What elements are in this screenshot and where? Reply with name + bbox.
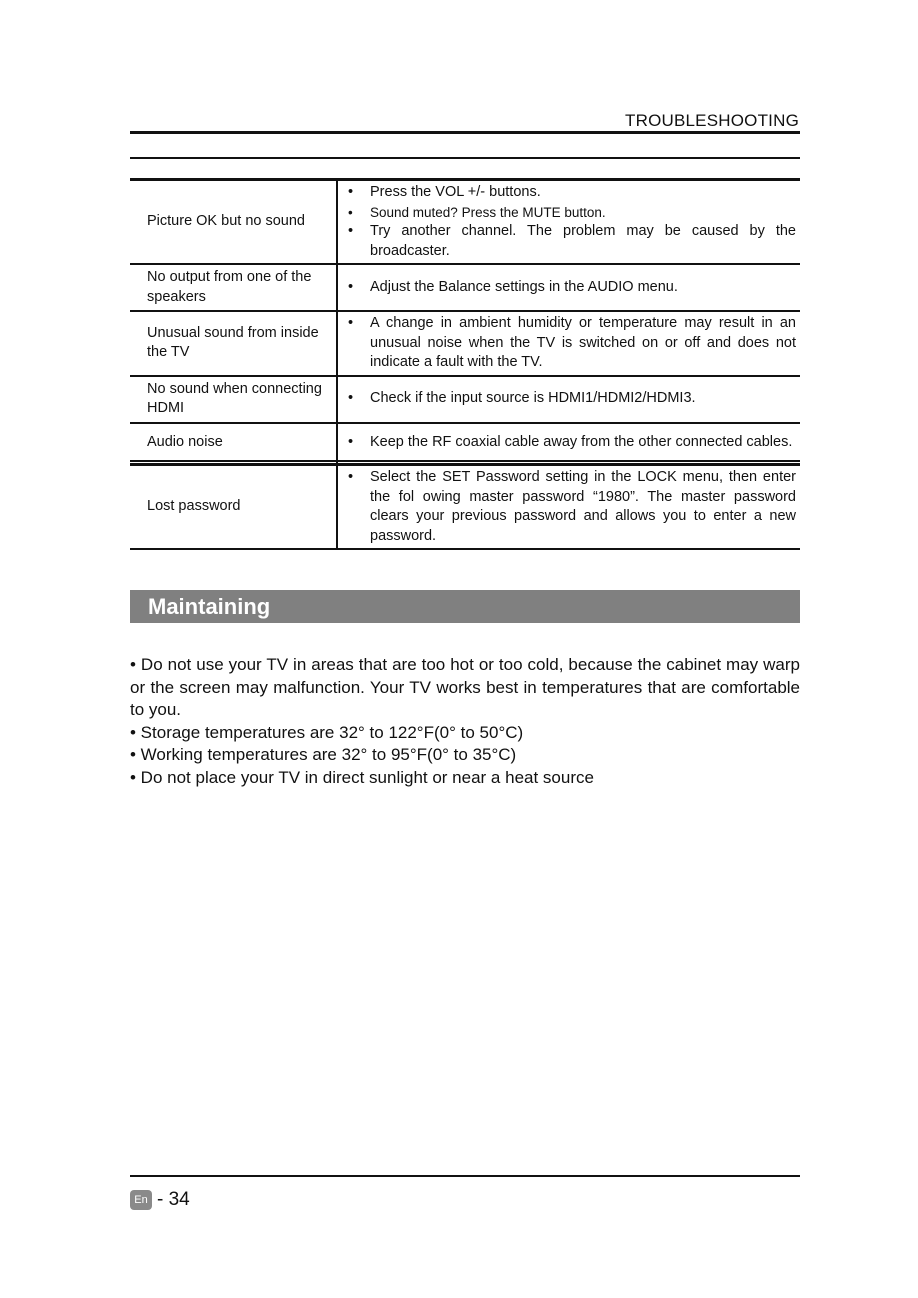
page-header-title: TROUBLESHOOTING <box>625 111 799 130</box>
solution-item: • Adjust the Balance settings in the AUDIO menu. <box>348 278 796 298</box>
problem-cell: Unusual sound from inside the TV <box>130 311 337 376</box>
solution-item: • Keep the RF coaxial cable away from the other connected cables. <box>348 433 796 453</box>
solution-item: • Sound muted? Press the MUTE button. <box>348 203 796 223</box>
problem-cell: No output from one of the speakers <box>130 264 337 311</box>
body-paragraph: • Working temperatures are 32° to 95°F(0° to 35°C) <box>130 745 517 764</box>
sound-troubleshooting-table <box>130 178 800 465</box>
section-rule-middle <box>130 460 800 462</box>
solution-cell <box>337 180 800 265</box>
solution-cell <box>337 376 800 423</box>
solution-item: • Select the SET Password setting in the LOCK menu, then enter the fol owing master password “1980”. The master password clears your previous password and allows you to enter a new password. <box>348 468 796 546</box>
solution-cell <box>337 465 800 550</box>
body-paragraph: • Do not use your TV in areas that are too hot or too cold, because the cabinet may warp or the screen may malfunction. Your TV works best in temperatures that are comfortable to you. <box>130 655 800 719</box>
footer-rule <box>130 1175 800 1177</box>
table-row <box>130 465 800 550</box>
problem-cell: No sound when connecting HDMI <box>130 376 337 423</box>
solution-item: • Press the VOL +/- buttons. <box>348 183 796 203</box>
solution-cell <box>337 311 800 376</box>
table-row <box>130 264 800 311</box>
body-paragraph: • Do not place your TV in direct sunlight or near a heat source <box>130 767 594 787</box>
table-row <box>130 180 800 265</box>
solution-item: • Check if the input source is HDMI1/HDMI2/HDMI3. <box>348 389 796 409</box>
maintaining-section-bar <box>130 590 800 623</box>
header-rule <box>130 131 800 134</box>
body-paragraph: • Storage temperatures are 32° to 122°F(0° to 50°C) <box>130 722 524 742</box>
solution-cell <box>337 264 800 311</box>
section-title: Maintaining <box>148 594 271 619</box>
table-row <box>130 376 800 423</box>
table-row <box>130 423 800 464</box>
page-number: - 34 <box>157 1189 190 1210</box>
solution-item: • Try another channel. The problem may be caused by the broadcaster. <box>348 222 796 261</box>
section-rule-top <box>130 157 800 159</box>
solution-item: • A change in ambient humidity or temperature may result in an unusual noise when the TV is switched on or off and does not indicate a fault with the TV. <box>348 314 796 373</box>
maintaining-body <box>130 654 800 789</box>
problem-cell: Lost password <box>130 465 337 550</box>
table-row <box>130 311 800 376</box>
language-badge: En <box>130 1190 152 1210</box>
solution-cell <box>337 423 800 464</box>
problem-cell: Audio noise <box>130 423 337 464</box>
password-troubleshooting-table <box>130 463 800 550</box>
problem-cell: Picture OK but no sound <box>130 180 337 265</box>
page-footer <box>130 1188 190 1212</box>
